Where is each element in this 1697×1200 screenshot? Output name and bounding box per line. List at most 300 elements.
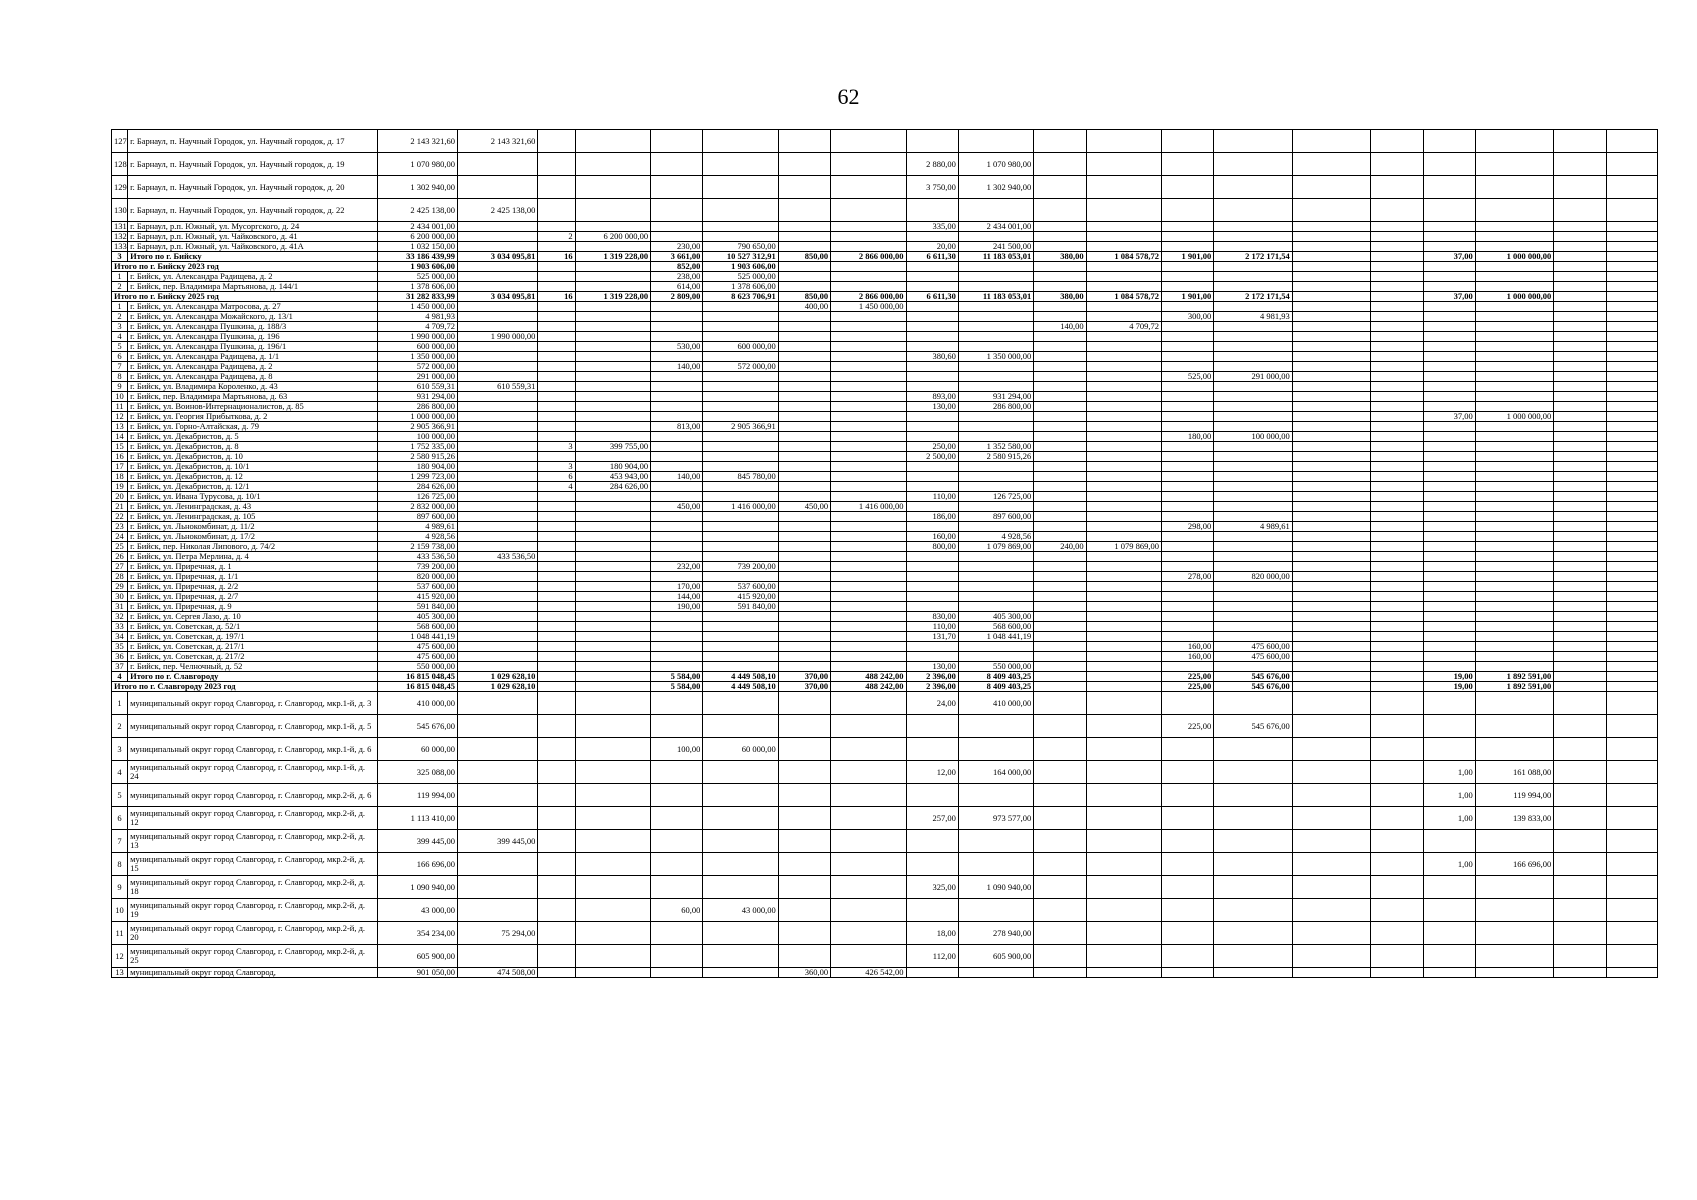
value-cell xyxy=(1034,352,1086,362)
value-cell: 4 928,56 xyxy=(958,532,1033,542)
value-cell xyxy=(1554,412,1606,422)
value-cell xyxy=(1423,402,1475,412)
value-cell xyxy=(1371,302,1423,312)
value-cell xyxy=(1475,552,1553,562)
value-cell xyxy=(457,761,537,784)
value-cell xyxy=(1475,242,1553,252)
value-cell xyxy=(778,130,830,153)
value-cell xyxy=(651,830,703,853)
value-cell xyxy=(1292,652,1370,662)
value-cell xyxy=(831,362,906,372)
value-cell xyxy=(1554,807,1606,830)
value-cell xyxy=(1162,968,1214,978)
value-cell xyxy=(1606,153,1657,176)
value-cell xyxy=(1475,342,1553,352)
value-cell xyxy=(778,807,830,830)
value-cell xyxy=(1606,472,1657,482)
value-cell xyxy=(831,176,906,199)
value-cell: 278 940,00 xyxy=(958,922,1033,945)
value-cell xyxy=(1162,352,1214,362)
value-cell xyxy=(1292,968,1370,978)
value-cell xyxy=(1034,362,1086,372)
value-cell xyxy=(1606,807,1657,830)
value-cell xyxy=(1371,602,1423,612)
value-cell xyxy=(1606,612,1657,622)
address-cell: г. Бийск, ул. Горно-Алтайская, д. 79 xyxy=(128,422,377,432)
value-cell: 144,00 xyxy=(651,592,703,602)
value-cell xyxy=(1475,262,1553,272)
value-cell xyxy=(1292,682,1370,692)
value-cell xyxy=(1606,522,1657,532)
value-cell: 475 600,00 xyxy=(1214,642,1292,652)
table-row xyxy=(112,432,1658,442)
value-cell xyxy=(831,807,906,830)
value-cell xyxy=(703,412,778,422)
table-row xyxy=(112,442,1658,452)
value-cell xyxy=(651,462,703,472)
value-cell xyxy=(457,242,537,252)
value-cell xyxy=(575,392,650,402)
value-cell xyxy=(1606,242,1657,252)
value-cell xyxy=(1423,642,1475,652)
value-cell xyxy=(1162,876,1214,899)
value-cell xyxy=(457,472,537,482)
address-cell: г. Бийск, ул. Декабристов, д. 12/1 xyxy=(128,482,377,492)
value-cell xyxy=(1034,922,1086,945)
value-cell xyxy=(1554,382,1606,392)
value-cell xyxy=(778,462,830,472)
value-cell: 166 696,00 xyxy=(377,853,457,876)
value-cell xyxy=(651,532,703,542)
value-cell xyxy=(457,302,537,312)
value-cell xyxy=(1162,272,1214,282)
count-cell: 3 xyxy=(538,462,575,472)
value-cell: 1 378 606,00 xyxy=(377,282,457,292)
value-cell xyxy=(1292,715,1370,738)
value-cell xyxy=(958,199,1033,222)
value-cell: 298,00 xyxy=(1162,522,1214,532)
value-cell xyxy=(1162,199,1214,222)
value-cell xyxy=(1214,562,1292,572)
value-cell xyxy=(1034,442,1086,452)
value-cell xyxy=(1423,572,1475,582)
value-cell xyxy=(1371,672,1423,682)
value-cell xyxy=(906,572,958,582)
value-cell xyxy=(1371,252,1423,262)
value-cell xyxy=(778,612,830,622)
value-cell xyxy=(1162,302,1214,312)
value-cell xyxy=(1606,672,1657,682)
count-cell xyxy=(538,199,575,222)
value-cell: 2 172 171,54 xyxy=(1214,252,1292,262)
count-cell xyxy=(538,738,575,761)
value-cell xyxy=(1214,472,1292,482)
value-cell xyxy=(1554,853,1606,876)
value-cell xyxy=(1086,242,1161,252)
value-cell xyxy=(1371,372,1423,382)
table-row xyxy=(112,807,1658,830)
value-cell: 545 676,00 xyxy=(377,715,457,738)
value-cell xyxy=(1162,830,1214,853)
value-cell xyxy=(831,492,906,502)
value-cell xyxy=(651,876,703,899)
value-cell: 1 084 578,72 xyxy=(1086,252,1161,262)
value-cell xyxy=(1554,262,1606,272)
value-cell xyxy=(1371,199,1423,222)
value-cell xyxy=(457,262,537,272)
count-cell xyxy=(538,682,575,692)
table-row xyxy=(112,372,1658,382)
value-cell xyxy=(1475,572,1553,582)
value-cell xyxy=(1606,176,1657,199)
value-cell xyxy=(1371,130,1423,153)
value-cell: 1 350 000,00 xyxy=(377,352,457,362)
table-row xyxy=(112,692,1658,715)
value-cell: 475 600,00 xyxy=(1214,652,1292,662)
value-cell xyxy=(831,562,906,572)
value-cell xyxy=(457,532,537,542)
value-cell xyxy=(1214,922,1292,945)
address-cell: муниципальный округ город Славгород, г. Славгород, мкр.2-й, д. 18 xyxy=(128,876,377,899)
value-cell xyxy=(1423,222,1475,232)
value-cell xyxy=(778,652,830,662)
value-cell xyxy=(1606,552,1657,562)
value-cell xyxy=(575,282,650,292)
value-cell xyxy=(1162,853,1214,876)
value-cell xyxy=(651,312,703,322)
count-cell xyxy=(538,968,575,978)
value-cell: 530,00 xyxy=(651,342,703,352)
value-cell xyxy=(778,402,830,412)
value-cell: 739 200,00 xyxy=(377,562,457,572)
value-cell: 126 725,00 xyxy=(958,492,1033,502)
value-cell: 893,00 xyxy=(906,392,958,402)
value-cell xyxy=(703,176,778,199)
value-cell xyxy=(831,432,906,442)
value-cell xyxy=(1034,807,1086,830)
address-cell: муниципальный округ город Славгород, г. Славгород, мкр.1-й, д. 6 xyxy=(128,738,377,761)
value-cell xyxy=(1554,422,1606,432)
value-cell xyxy=(575,562,650,572)
row-index: 4 xyxy=(112,672,128,682)
value-cell xyxy=(778,153,830,176)
address-cell: муниципальный округ город Славгород, г. Славгород, мкр.2-й, д. 20 xyxy=(128,922,377,945)
value-cell: 550 000,00 xyxy=(958,662,1033,672)
value-cell xyxy=(1292,482,1370,492)
value-cell xyxy=(1554,492,1606,502)
address-cell: Итого по г. Бийску xyxy=(128,252,377,262)
count-cell xyxy=(538,945,575,968)
value-cell xyxy=(1086,552,1161,562)
value-cell xyxy=(906,582,958,592)
value-cell xyxy=(1292,692,1370,715)
address-cell: муниципальный округ город Славгород, г. Славгород, мкр.2-й, д. 15 xyxy=(128,853,377,876)
value-cell xyxy=(1162,612,1214,622)
value-cell xyxy=(1371,492,1423,502)
row-index: 13 xyxy=(112,422,128,432)
value-cell xyxy=(1214,492,1292,502)
value-cell: 545 676,00 xyxy=(1214,715,1292,738)
value-cell: 426 542,00 xyxy=(831,968,906,978)
value-cell xyxy=(1554,352,1606,362)
value-cell xyxy=(1423,312,1475,322)
row-index: 33 xyxy=(112,622,128,632)
value-cell xyxy=(1292,522,1370,532)
value-cell: 100 000,00 xyxy=(377,432,457,442)
value-cell xyxy=(1162,422,1214,432)
value-cell xyxy=(778,761,830,784)
value-cell xyxy=(1371,392,1423,402)
value-cell xyxy=(1371,402,1423,412)
value-cell xyxy=(1371,242,1423,252)
value-cell: 130,00 xyxy=(906,402,958,412)
value-cell xyxy=(958,715,1033,738)
value-cell xyxy=(575,715,650,738)
value-cell xyxy=(1475,692,1553,715)
table-row xyxy=(112,222,1658,232)
value-cell xyxy=(831,632,906,642)
row-index: 7 xyxy=(112,362,128,372)
address-cell: Итого по г. Бийску 2025 год xyxy=(112,292,378,302)
value-cell xyxy=(1162,807,1214,830)
value-cell: 112,00 xyxy=(906,945,958,968)
value-cell xyxy=(1034,652,1086,662)
value-cell: 18,00 xyxy=(906,922,958,945)
value-cell: 1 084 578,72 xyxy=(1086,292,1161,302)
value-cell: 1 070 980,00 xyxy=(958,153,1033,176)
value-cell xyxy=(457,312,537,322)
value-cell xyxy=(1423,392,1475,402)
value-cell xyxy=(457,652,537,662)
value-cell xyxy=(831,532,906,542)
value-cell xyxy=(1086,853,1161,876)
value-cell xyxy=(1606,302,1657,312)
value-cell: 830,00 xyxy=(906,612,958,622)
address-cell: г. Барнаул, р.п. Южный, ул. Чайковского, д. 41 xyxy=(128,232,377,242)
value-cell xyxy=(651,232,703,242)
row-index: 26 xyxy=(112,552,128,562)
value-cell: 537 600,00 xyxy=(703,582,778,592)
row-index: 132 xyxy=(112,232,128,242)
value-cell xyxy=(958,552,1033,562)
value-cell xyxy=(457,715,537,738)
value-cell xyxy=(958,968,1033,978)
value-cell: 813,00 xyxy=(651,422,703,432)
value-cell xyxy=(778,552,830,562)
value-cell xyxy=(457,432,537,442)
value-cell xyxy=(1214,153,1292,176)
value-cell xyxy=(906,332,958,342)
value-cell xyxy=(651,612,703,622)
value-cell: 1 048 441,19 xyxy=(377,632,457,642)
value-cell xyxy=(831,372,906,382)
value-cell xyxy=(457,602,537,612)
value-cell xyxy=(778,662,830,672)
value-cell xyxy=(651,322,703,332)
value-cell xyxy=(1423,332,1475,342)
value-cell xyxy=(778,272,830,282)
value-cell: 11 183 053,01 xyxy=(958,292,1033,302)
value-cell xyxy=(1162,922,1214,945)
value-cell xyxy=(778,342,830,352)
value-cell: 4 981,93 xyxy=(377,312,457,322)
value-cell xyxy=(906,382,958,392)
table-row xyxy=(112,715,1658,738)
address-cell: Итого по г. Славгороду xyxy=(128,672,377,682)
row-index: 19 xyxy=(112,482,128,492)
value-cell xyxy=(1034,392,1086,402)
count-cell xyxy=(538,715,575,738)
value-cell xyxy=(1371,582,1423,592)
total-row xyxy=(112,262,1658,272)
value-cell xyxy=(1554,612,1606,622)
value-cell xyxy=(1554,242,1606,252)
value-cell xyxy=(778,392,830,402)
value-cell xyxy=(1214,612,1292,622)
value-cell xyxy=(1371,622,1423,632)
value-cell xyxy=(1034,853,1086,876)
value-cell xyxy=(1034,876,1086,899)
value-cell xyxy=(575,602,650,612)
value-cell xyxy=(457,153,537,176)
value-cell: 410 000,00 xyxy=(958,692,1033,715)
address-cell: г. Бийск, ул. Александра Радищева, д. 2 xyxy=(128,272,377,282)
value-cell xyxy=(651,352,703,362)
value-cell xyxy=(1214,412,1292,422)
address-cell: г. Бийск, ул. Александра Радищева, д. 1/1 xyxy=(128,352,377,362)
value-cell xyxy=(1086,262,1161,272)
value-cell xyxy=(906,362,958,372)
value-cell xyxy=(1034,761,1086,784)
value-cell xyxy=(1371,562,1423,572)
table-row xyxy=(112,899,1658,922)
row-index: 10 xyxy=(112,392,128,402)
value-cell xyxy=(778,322,830,332)
value-cell xyxy=(1034,562,1086,572)
value-cell xyxy=(703,572,778,582)
value-cell xyxy=(958,312,1033,322)
value-cell xyxy=(457,342,537,352)
value-cell xyxy=(1086,153,1161,176)
value-cell xyxy=(778,332,830,342)
row-index: 2 xyxy=(112,715,128,738)
value-cell xyxy=(1371,272,1423,282)
value-cell xyxy=(831,332,906,342)
value-cell: 12,00 xyxy=(906,761,958,784)
count-cell xyxy=(538,642,575,652)
value-cell xyxy=(651,222,703,232)
value-cell xyxy=(1475,562,1553,572)
value-cell xyxy=(1606,492,1657,502)
value-cell xyxy=(906,432,958,442)
value-cell xyxy=(1214,602,1292,612)
row-index: 29 xyxy=(112,582,128,592)
value-cell: 845 780,00 xyxy=(703,472,778,482)
value-cell xyxy=(1423,945,1475,968)
value-cell xyxy=(575,382,650,392)
value-cell xyxy=(831,382,906,392)
row-index: 12 xyxy=(112,945,128,968)
value-cell xyxy=(831,899,906,922)
value-cell xyxy=(1475,392,1553,402)
value-cell xyxy=(1554,784,1606,807)
row-index: 1 xyxy=(112,692,128,715)
value-cell xyxy=(457,362,537,372)
value-cell xyxy=(1162,592,1214,602)
address-cell: г. Бийск, ул. Александра Радищева, д. 2 xyxy=(128,362,377,372)
value-cell xyxy=(906,482,958,492)
value-cell xyxy=(1292,784,1370,807)
value-cell xyxy=(457,562,537,572)
value-cell xyxy=(1606,392,1657,402)
value-cell xyxy=(1086,692,1161,715)
value-cell: 1 048 441,19 xyxy=(958,632,1033,642)
value-cell xyxy=(831,272,906,282)
value-cell xyxy=(1214,382,1292,392)
value-cell xyxy=(1214,532,1292,542)
value-cell xyxy=(575,242,650,252)
value-cell xyxy=(1371,452,1423,462)
value-cell xyxy=(1034,622,1086,632)
value-cell xyxy=(1086,682,1161,692)
value-cell xyxy=(1554,522,1606,532)
value-cell xyxy=(703,352,778,362)
value-cell xyxy=(778,622,830,632)
table-row xyxy=(112,302,1658,312)
value-cell xyxy=(1034,462,1086,472)
count-cell xyxy=(538,922,575,945)
value-cell xyxy=(1371,512,1423,522)
value-cell xyxy=(958,462,1033,472)
value-cell xyxy=(1292,552,1370,562)
value-cell xyxy=(1292,372,1370,382)
value-cell: 180 904,00 xyxy=(575,462,650,472)
value-cell xyxy=(1554,922,1606,945)
value-cell xyxy=(575,572,650,582)
value-cell: 11 183 053,01 xyxy=(958,252,1033,262)
value-cell xyxy=(1371,612,1423,622)
value-cell xyxy=(1475,130,1553,153)
value-cell xyxy=(1371,738,1423,761)
value-cell xyxy=(575,532,650,542)
value-cell xyxy=(1371,652,1423,662)
value-cell: 6 611,30 xyxy=(906,252,958,262)
value-cell xyxy=(703,807,778,830)
table-row xyxy=(112,312,1658,322)
value-cell xyxy=(575,582,650,592)
value-cell xyxy=(1606,282,1657,292)
value-cell: 1 378 606,00 xyxy=(703,282,778,292)
value-cell: 37,00 xyxy=(1423,412,1475,422)
value-cell xyxy=(703,199,778,222)
value-cell xyxy=(1371,876,1423,899)
value-cell xyxy=(1034,199,1086,222)
row-index: 133 xyxy=(112,242,128,252)
value-cell xyxy=(1475,153,1553,176)
value-cell xyxy=(1423,199,1475,222)
value-cell xyxy=(1214,968,1292,978)
value-cell xyxy=(1034,612,1086,622)
value-cell xyxy=(575,807,650,830)
value-cell xyxy=(1086,761,1161,784)
value-cell xyxy=(1034,532,1086,542)
address-cell: г. Бийск, ул. Сергея Лазо, д. 10 xyxy=(128,612,377,622)
value-cell xyxy=(906,282,958,292)
value-cell xyxy=(1554,652,1606,662)
value-cell xyxy=(1475,945,1553,968)
value-cell xyxy=(906,522,958,532)
value-cell xyxy=(1214,322,1292,332)
